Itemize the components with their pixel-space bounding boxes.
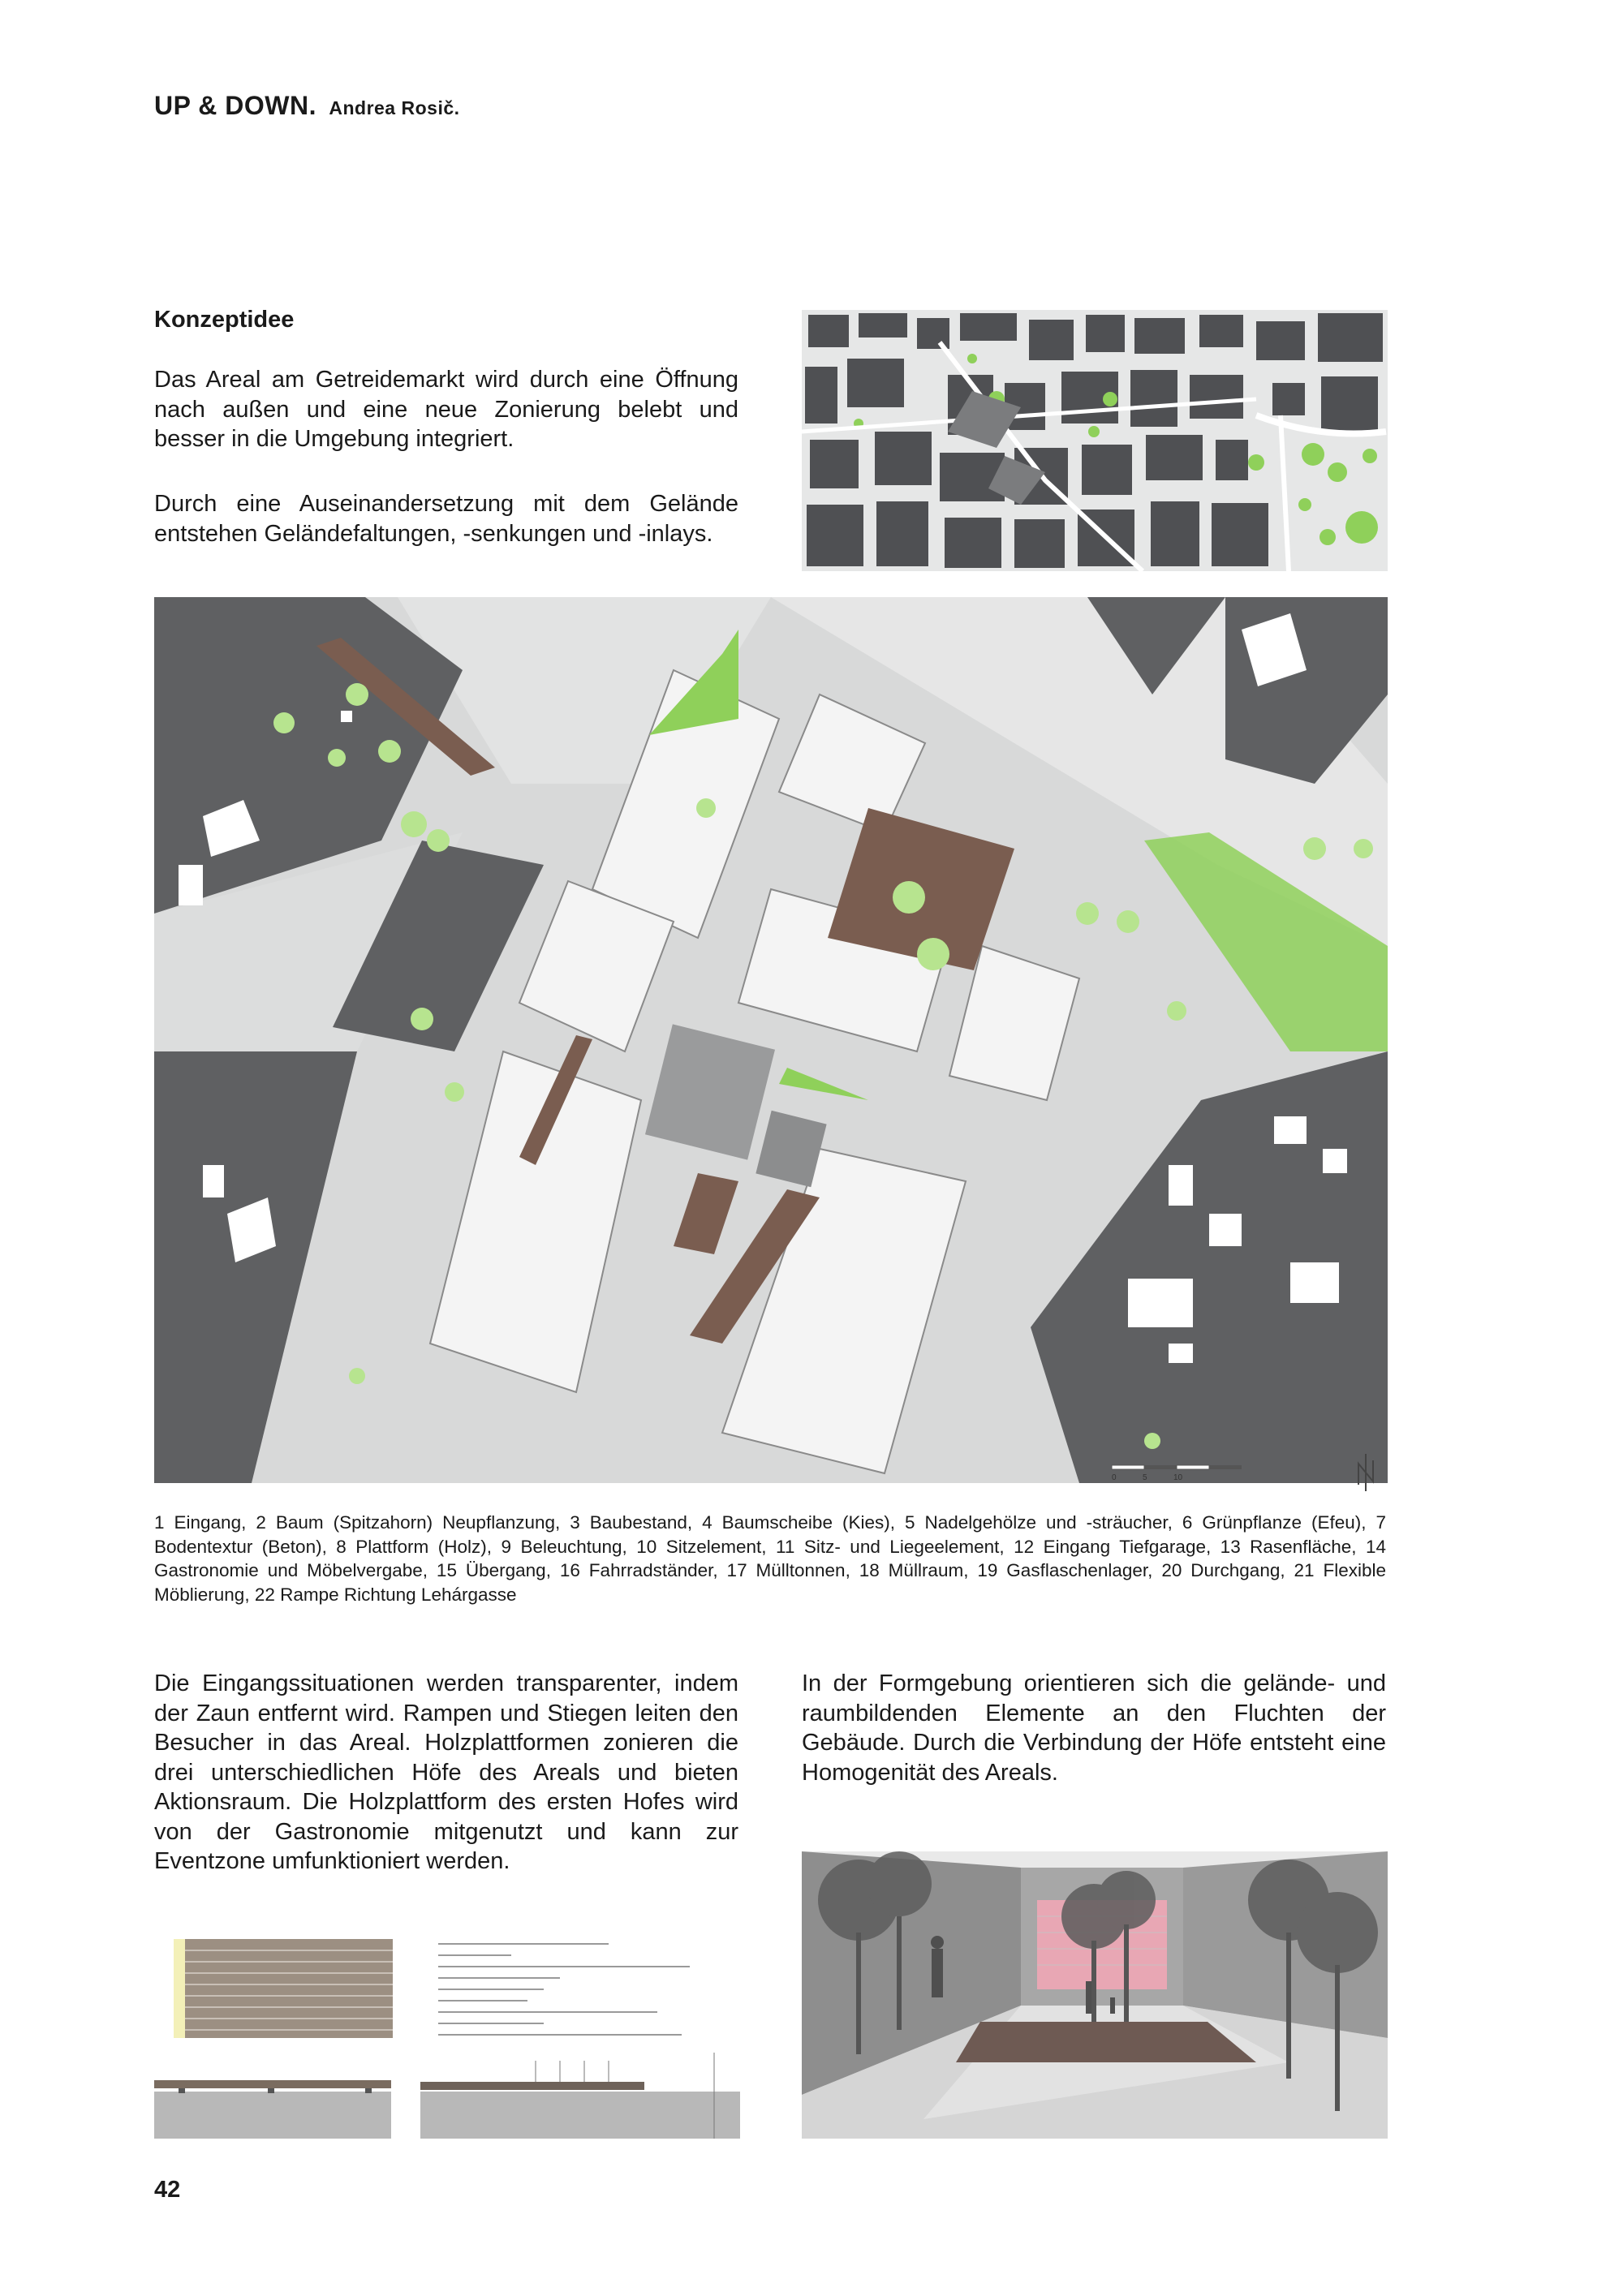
scale-label-5: 5 bbox=[1143, 1473, 1147, 1482]
page-number: 42 bbox=[154, 2177, 181, 2203]
section-heading: Konzeptidee bbox=[154, 307, 295, 333]
document-header bbox=[154, 91, 460, 121]
concept-paragraph-2: Durch eine Auseinandersetzung mit dem Gelände entstehen Geländefaltungen, -senkungen und -inlays. bbox=[154, 491, 738, 547]
north-arrow-icon bbox=[1354, 1452, 1378, 1493]
scale-label-10: 10 bbox=[1173, 1473, 1183, 1482]
body-paragraph-left: Die Eingangssituationen werden transparenter, indem der Zaun entfernt wird. Rampen und Stiegen leiten den Besucher in das Areal. Holzplattformen zonieren die drei unterschiedlichen Höfe des Areals und bieten Aktionsraum. Die Holzplattform des ersten Hofes wird von der Gastronomie mitgenutzt und kann zur Eventzone umfunktioniert werden. bbox=[154, 1670, 738, 1874]
courtyard-rendering bbox=[802, 1851, 1388, 2139]
project-title: UP & DOWN. bbox=[154, 91, 316, 120]
site-plan bbox=[154, 597, 1388, 1483]
scale-bar bbox=[1112, 1465, 1242, 1469]
body-paragraph-right: In der Formgebung orientieren sich die gelände- und raumbildenden Elemente an den Fluchten der Gebäude. Durch die Verbindung der Höfe entsteht eine Homogenität des Areals. bbox=[802, 1670, 1386, 1786]
legend-caption: 1 Eingang, 2 Baum (Spitzahorn) Neupflanzung, 3 Baubestand, 4 Baumscheibe (Kies), 5 Nadelgehölze und -sträucher, 6 Grünpflanze (Efeu), 7 Bodentextur (Beton), 8 Plattform (Holz), 9 Beleuchtung, 10 Sitzelement, 11 Sitz- und Liegeelement, 12 Eingang Tiefgarage, 13 Rasenfläche, 14 Gastronomie und Möbelvergabe, 15 Übergang, 16 Fahrradständer, 17 Mülltonnen, 18 Müllraum, 19 Gasflaschenlager, 20 Durchgang, 21 Flexible Möblierung, 22 Rampe Richtung Lehárgasse bbox=[154, 1512, 1386, 1605]
author-name: Andrea Rosič. bbox=[329, 97, 460, 118]
scale-label-0: 0 bbox=[1112, 1473, 1117, 1482]
platform-detail-drawing bbox=[154, 1939, 740, 2139]
concept-paragraph-1: Das Areal am Getreidemarkt wird durch eine Öffnung nach außen und eine neue Zonierung belebt und besser in die Umgebung integriert. bbox=[154, 367, 738, 452]
context-map bbox=[802, 310, 1388, 571]
